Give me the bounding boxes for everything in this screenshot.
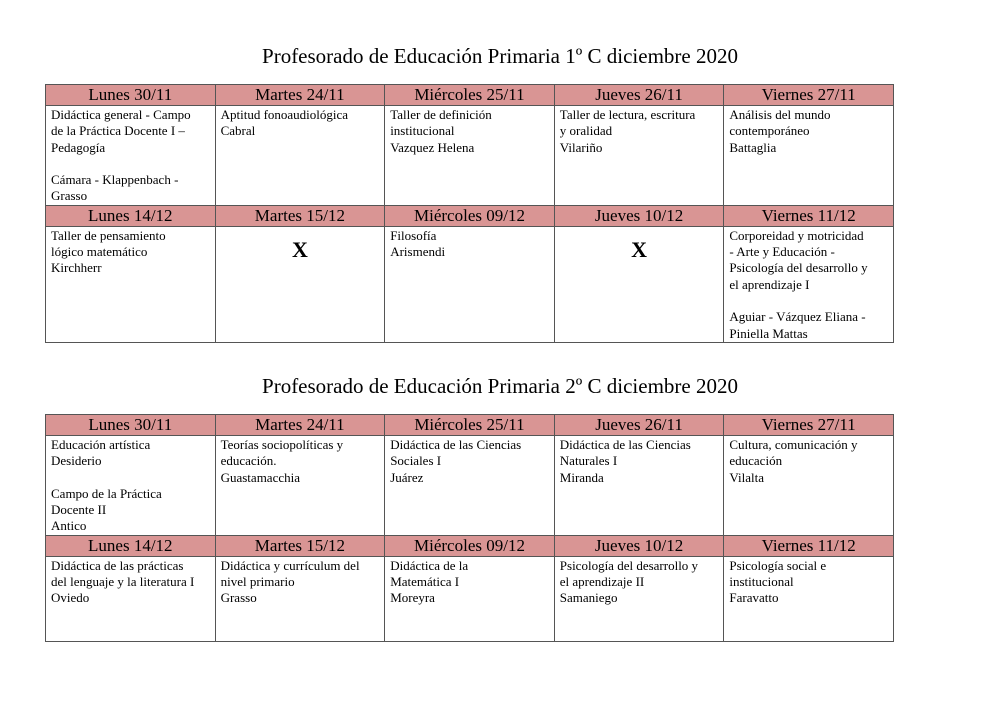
class-text-line: Piniella Mattas (729, 325, 808, 341)
class-text-line: Psicología del desarrollo y (559, 557, 699, 573)
class-text-line: el aprendizaje I (729, 276, 810, 292)
day-header: Miércoles 09/12 (385, 205, 555, 226)
class-text-line: Didáctica de las Ciencias (390, 437, 522, 452)
schedule-table-1c (45, 84, 894, 343)
class-cell (554, 106, 724, 206)
class-cell (46, 106, 216, 206)
day-header-row (46, 415, 894, 436)
day-header: Viernes 27/11 (724, 85, 894, 106)
class-cell (46, 556, 216, 641)
class-text-line: Antico (51, 518, 87, 534)
class-text-line: y oralidad (559, 123, 613, 139)
class-cell (724, 436, 894, 536)
day-header: Lunes 30/11 (46, 415, 216, 436)
class-cell (554, 436, 724, 536)
class-text-line: institucional (390, 123, 455, 139)
day-header: Martes 24/11 (215, 415, 385, 436)
day-header: Jueves 26/11 (554, 415, 724, 436)
class-cell (385, 106, 555, 206)
class-cell (215, 556, 385, 641)
class-cell (554, 556, 724, 641)
class-cell (215, 106, 385, 206)
day-header: Jueves 10/12 (554, 535, 724, 556)
class-text-line: Teorías sociopolíticas y (220, 437, 344, 452)
class-text-line: Psicología social e (729, 557, 827, 573)
class-text-line: Guastamacchia (220, 469, 300, 485)
class-row (46, 226, 894, 342)
class-row (46, 106, 894, 206)
class-text-line: Cabral (220, 123, 256, 139)
class-cell (215, 436, 385, 536)
class-text-line: del lenguaje y la literatura I (51, 574, 195, 590)
class-text-line: - Arte y Educación - (729, 244, 835, 260)
class-text-line: Didáctica de la (390, 557, 469, 573)
class-text-line: de la Práctica Docente I – (51, 123, 185, 139)
day-header-row (46, 205, 894, 226)
day-header: Lunes 14/12 (46, 535, 216, 556)
class-text-line: Filosofía (390, 227, 437, 243)
class-text-line: contemporáneo (729, 123, 810, 139)
class-text-line: nivel primario (220, 574, 295, 590)
class-text-line: Aguiar - Vázquez Eliana - (729, 309, 866, 325)
class-row (46, 436, 894, 536)
day-header: Martes 24/11 (215, 85, 385, 106)
day-header: Lunes 14/12 (46, 205, 216, 226)
class-cell (554, 226, 724, 342)
class-text-line: Vazquez Helena (390, 139, 475, 155)
class-text-line: educación (729, 453, 783, 469)
day-header: Viernes 27/11 (724, 415, 894, 436)
class-text-line: Taller de definición (390, 107, 492, 122)
class-cell (215, 226, 385, 342)
class-text-line: Didáctica de las Ciencias (559, 437, 691, 452)
class-text-line: institucional (729, 574, 794, 590)
day-header: Martes 15/12 (215, 205, 385, 226)
day-header: Jueves 10/12 (554, 205, 724, 226)
class-text-line: Kirchherr (51, 260, 102, 276)
class-cell (46, 226, 216, 342)
section-title-2c: Profesorado de Educación Primaria 2º C diciembre 2020 (262, 374, 738, 398)
class-text-line: Arismendi (390, 244, 446, 260)
class-cell (724, 556, 894, 641)
class-text-line: Cámara - Klappenbach - (51, 172, 179, 188)
class-text-line: Matemática I (390, 574, 460, 590)
class-text-line: Pedagogía (51, 139, 106, 155)
class-text-line: lógico matemático (51, 244, 148, 260)
day-header: Viernes 11/12 (724, 205, 894, 226)
day-header: Miércoles 25/11 (385, 85, 555, 106)
class-text-line: educación. (220, 453, 277, 469)
section-title-1c: Profesorado de Educación Primaria 1º C diciembre 2020 (262, 44, 738, 68)
class-text-line: Didáctica y currículum del (220, 557, 360, 573)
day-header-row (46, 535, 894, 556)
class-text-line: Grasso (220, 590, 257, 606)
day-header: Martes 15/12 (215, 535, 385, 556)
class-text-line: Corporeidad y motricidad (729, 227, 864, 243)
day-header: Miércoles 09/12 (385, 535, 555, 556)
class-text-line: Oviedo (51, 590, 90, 606)
class-text-line: Taller de lectura, escritura (559, 107, 696, 122)
no-class-mark: X (631, 236, 648, 262)
day-header: Lunes 30/11 (46, 85, 216, 106)
class-text-line: Naturales I (559, 453, 618, 469)
class-text-line: Taller de pensamiento (51, 227, 166, 243)
class-text-line: Psicología del desarrollo y (729, 260, 868, 276)
day-header: Jueves 26/11 (554, 85, 724, 106)
class-text-line (51, 470, 210, 486)
class-text-line: Vilariño (559, 139, 603, 155)
class-row (46, 556, 894, 641)
class-text-line: Battaglia (729, 139, 777, 155)
class-text-line: Moreyra (390, 590, 435, 606)
no-class-mark: X (291, 236, 308, 262)
class-cell (385, 436, 555, 536)
day-header-row (46, 85, 894, 106)
class-text-line: Miranda (559, 469, 604, 485)
class-text-line: Faravatto (729, 590, 779, 606)
class-text-line: Desiderio (51, 453, 102, 469)
class-text-line: Cultura, comunicación y (729, 437, 858, 452)
class-text-line: el aprendizaje II (559, 574, 645, 590)
class-text-line: Campo de la Práctica (51, 485, 162, 501)
class-cell (724, 106, 894, 206)
class-text-line (51, 156, 210, 172)
class-cell (385, 556, 555, 641)
day-header: Viernes 11/12 (724, 535, 894, 556)
class-text-line: Grasso (51, 188, 88, 204)
schedule-table-2c (45, 414, 894, 642)
class-text-line (729, 293, 888, 309)
class-text-line: Educación artística (51, 437, 151, 452)
class-text-line: Vilalta (729, 469, 764, 485)
class-cell (724, 226, 894, 342)
class-cell (385, 226, 555, 342)
class-cell (46, 436, 216, 536)
class-text-line: Sociales I (390, 453, 442, 469)
class-text-line: Juárez (390, 469, 424, 485)
class-text-line: Didáctica general - Campo (51, 107, 191, 122)
class-text-line: Docente II (51, 502, 107, 518)
day-header: Miércoles 25/11 (385, 415, 555, 436)
class-text-line: Didáctica de las prácticas (51, 557, 184, 573)
class-text-line: Samaniego (559, 590, 618, 606)
class-text-line: Análisis del mundo (729, 107, 831, 122)
class-text-line: Aptitud fonoaudiológica (220, 107, 349, 122)
